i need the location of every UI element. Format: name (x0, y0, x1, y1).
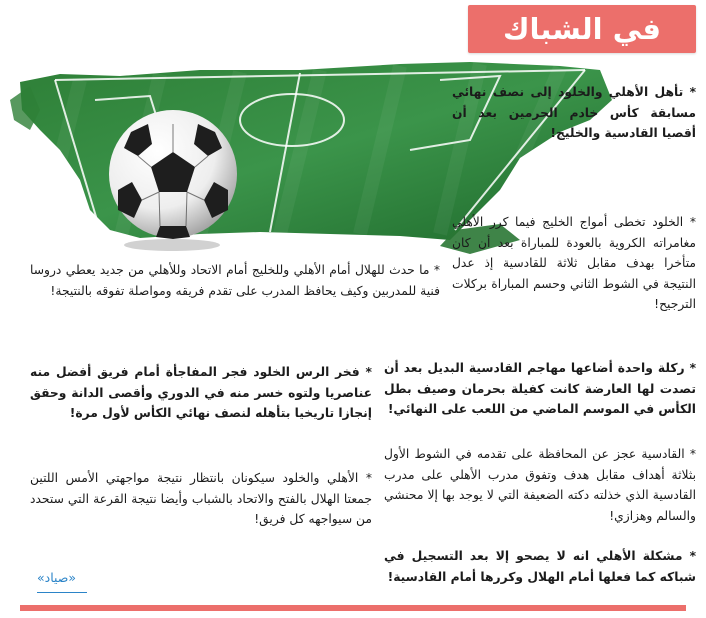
author-signature: «صياد» (37, 570, 77, 585)
bottom-divider (20, 605, 686, 611)
paragraph-8: * مشكلة الأهلي انه لا يصحو إلا بعد التسجيل في شباكه كما فعلها أمام الهلال وكررها أمام القادسية! (384, 549, 696, 584)
paragraph-3: * ما حدث للهلال أمام الأهلي وللخليج أمام الاتحاد وللأهلي من جديد يعطي دروسا فنية للمدربين وكيف يحافظ المدرب على تقدم فريقه ومواصلة تفوقه بالنتيجة! (30, 263, 440, 298)
paragraph-6: * الأهلي والخلود سيكونان بانتظار نتيجة مواجهتي الأمس اللتين جمعتا الهلال بالفتح والاتحاد بالشباب وأيضا نتيجة القرعة التي ستحدد من سيواجهه كل فريق! (30, 471, 372, 526)
author-underline (37, 592, 87, 593)
paragraph-7: * القادسية عجز عن المحافظة على تقدمه في الشوط الأول بثلاثة أهداف مقابل هدف وتفوق مدرب الأهلي على مدرب القادسية الذي خذلته دكته الضعيفة التي لا يوجد بها إلا محنشي والسالم وهزازي! (384, 447, 696, 523)
paragraph-5: * ركلة واحدة أضاعها مهاجم القادسية البديل بعد أن تصدت لها العارضة كانت كفيلة بحرمان وصيف بطل الكأس في الموسم الماضي من اللعب على النهائي! (384, 361, 696, 416)
section-title: في الشباك (468, 5, 696, 53)
paragraph-4: * فخر الرس الخلود فجر المفاجأة أمام فريق أفضل منه عناصريا ولتوه خسر منه في الدوري وأقصى الدانة وحقق إنجازا تاريخيا بتأهله لنصف نهائي الكأس لأول مرة! (30, 365, 372, 420)
paragraph-1: * تأهل الأهلي والخلود إلى نصف نهائي مسابقة كأس خادم الحرمين بعد أن أقصيا القادسية والخليج! (452, 85, 696, 140)
paragraph-2: * الخلود تخطى أمواج الخليج فيما كرر الأهلي مغامراته الكروية بالعودة للمباراة بعد أن كان متأخرا بهدف مقابل ثلاثة للقادسية إذ عدل النتيجة في الشوط الثاني وحسم المباراة بركلات الترجيح! (452, 215, 696, 311)
